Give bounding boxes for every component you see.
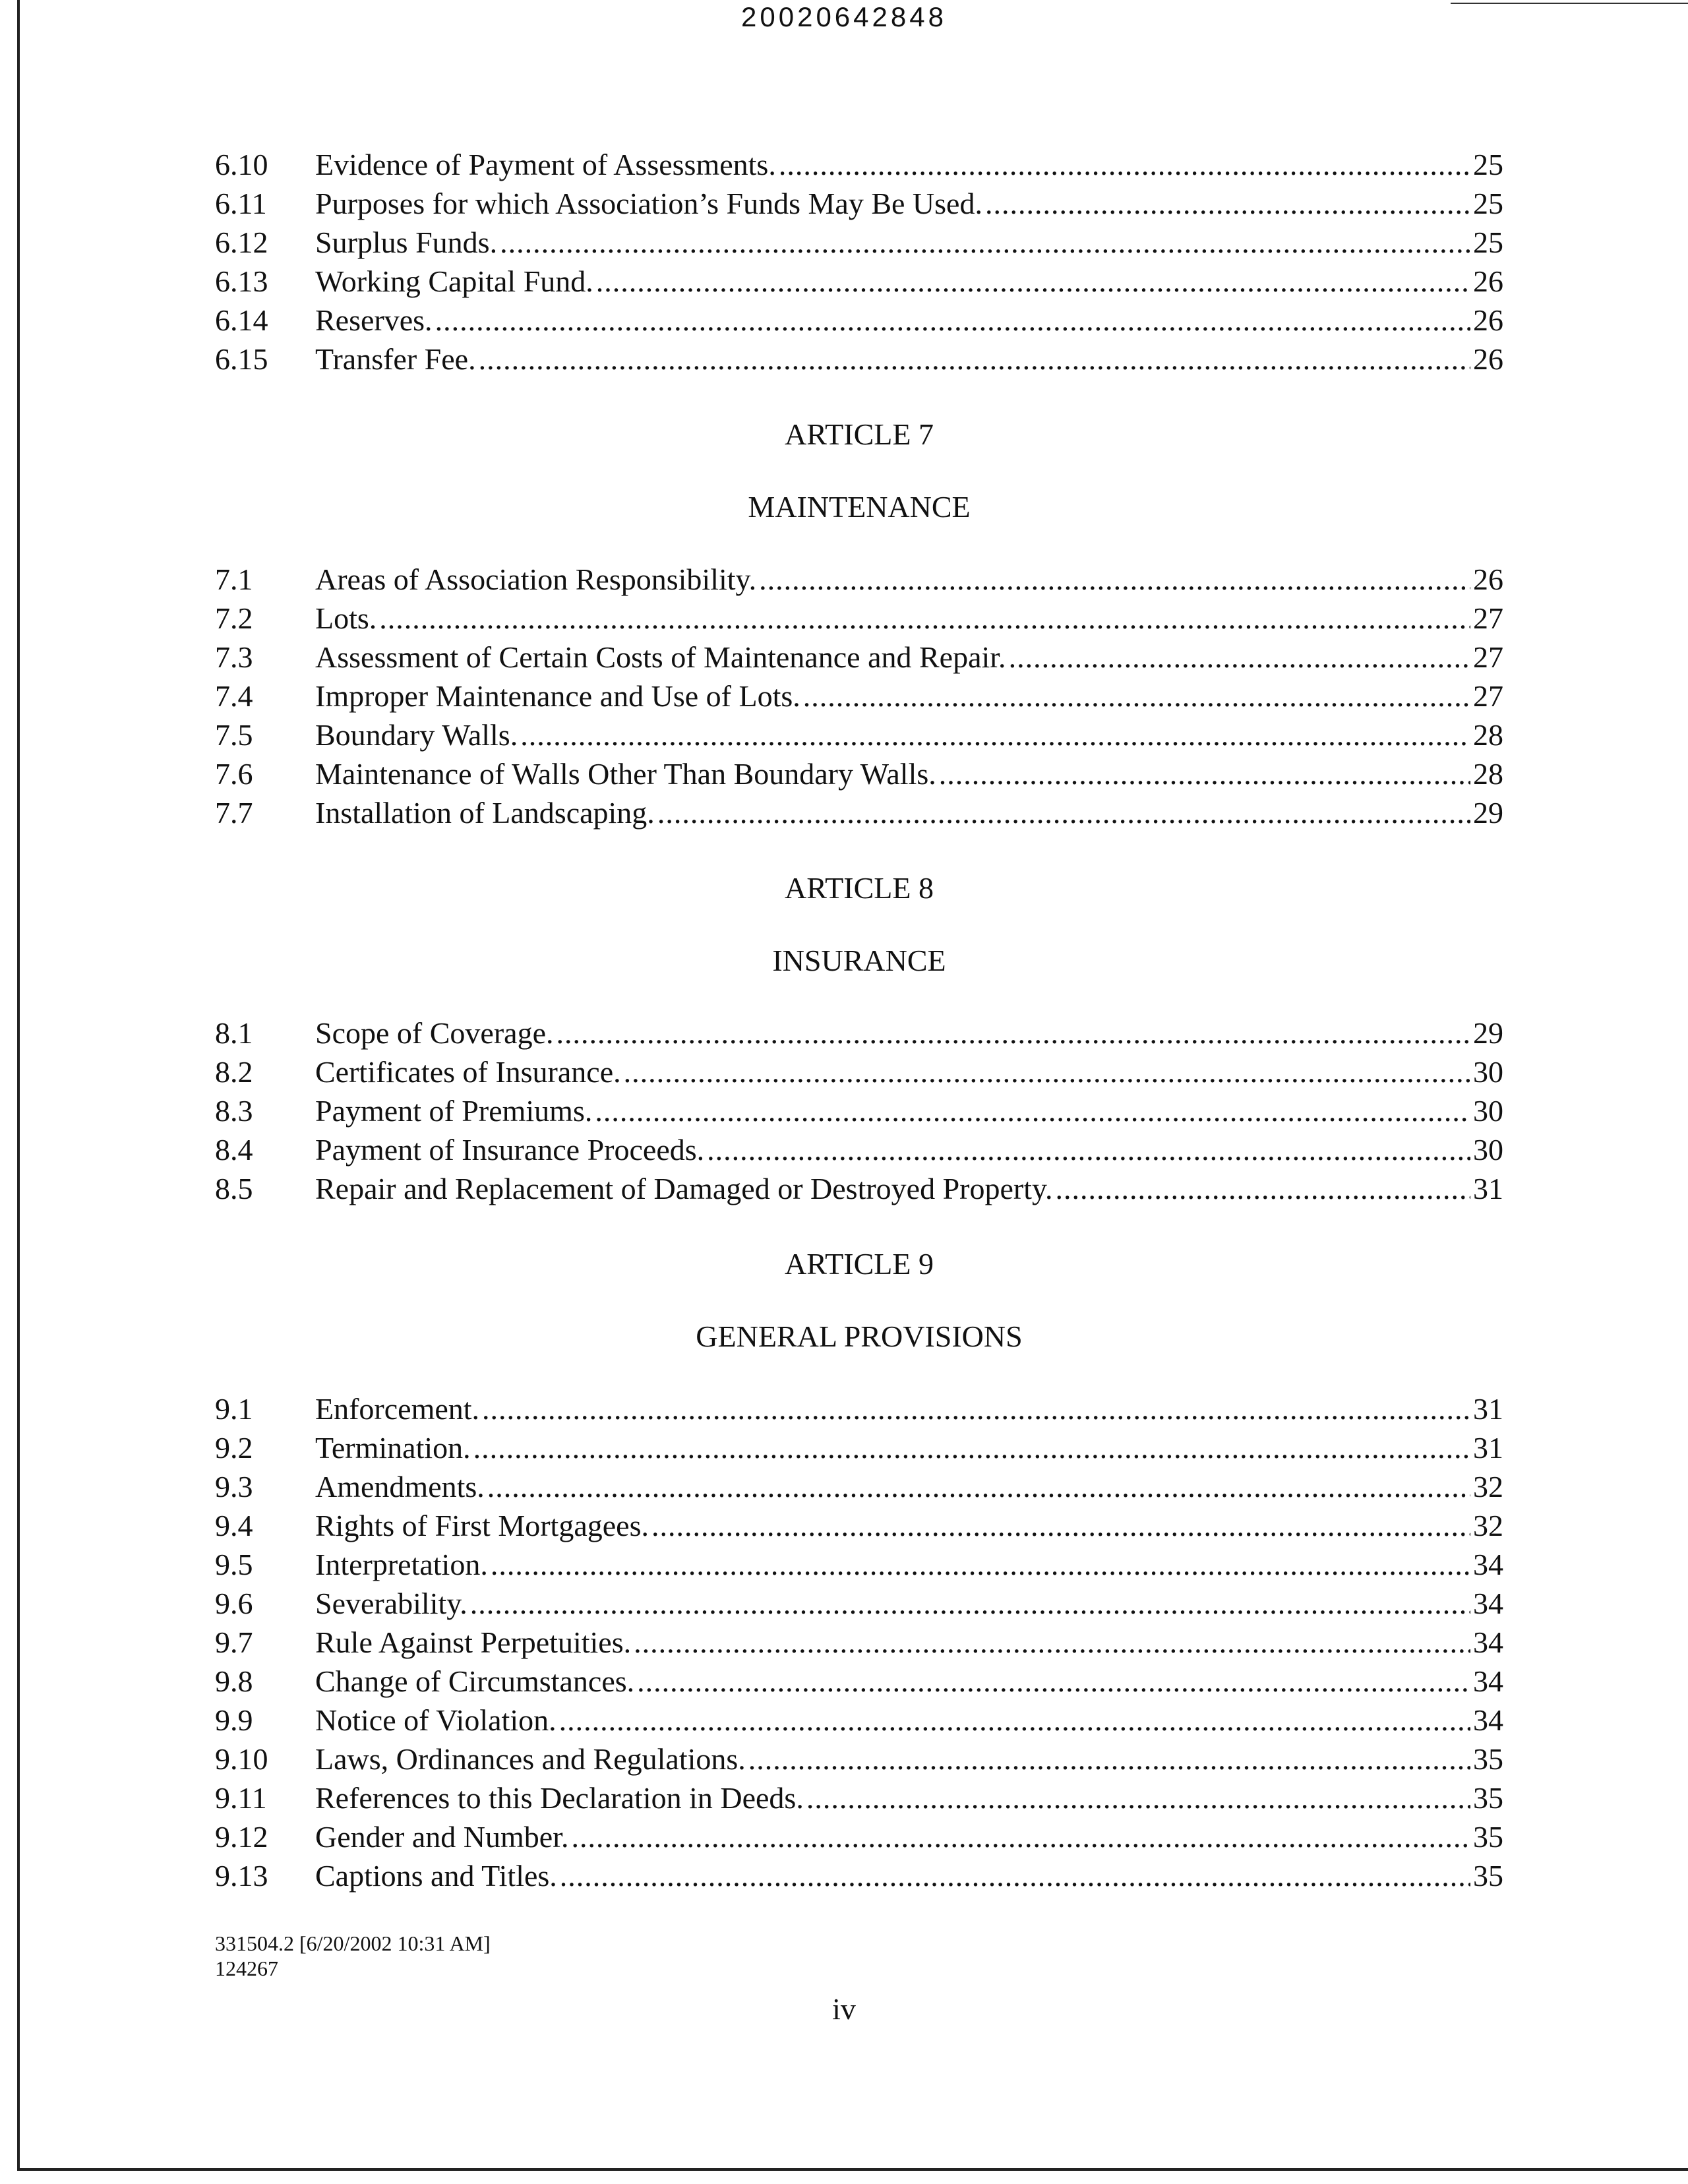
dot-leader: [748, 1740, 1470, 1778]
entry-title: Interpretation.: [315, 1548, 488, 1581]
dot-leader: [557, 1014, 1471, 1052]
entry-title: Working Capital Fund.: [315, 264, 593, 298]
entry-number: 9.3: [215, 1470, 253, 1503]
entry-page: 25: [1473, 226, 1503, 259]
entry-title: Transfer Fee.: [315, 342, 476, 376]
toc-entry[interactable]: [215, 1623, 1503, 1662]
entry-number: 6.12: [215, 226, 268, 259]
toc-entry[interactable]: [215, 1701, 1503, 1740]
entry-page: 34: [1473, 1548, 1503, 1581]
dot-leader: [559, 1701, 1470, 1740]
dot-leader: [985, 184, 1470, 223]
entry-page: 26: [1473, 562, 1503, 596]
article7-entries: [215, 560, 1503, 832]
entry-number: 7.4: [215, 679, 253, 713]
article-subheading: INSURANCE: [772, 944, 946, 977]
dot-leader: [560, 1856, 1470, 1895]
entry-number: 9.9: [215, 1703, 253, 1737]
toc-entry[interactable]: [215, 1506, 1503, 1545]
entry-number: 7.5: [215, 718, 253, 752]
toc-entry[interactable]: [215, 1428, 1503, 1467]
toc-entry[interactable]: [215, 793, 1503, 832]
entry-number: 8.5: [215, 1172, 253, 1205]
dot-leader: [803, 677, 1470, 715]
dot-leader: [520, 715, 1470, 754]
entry-title: Enforcement.: [315, 1392, 480, 1426]
entry-number: 9.7: [215, 1625, 253, 1659]
entry-title: Lots.: [315, 601, 377, 635]
dot-leader: [779, 145, 1470, 184]
toc-entry[interactable]: [215, 1091, 1503, 1130]
entry-number: 9.8: [215, 1664, 253, 1698]
toc-entry[interactable]: [215, 677, 1503, 715]
dot-leader: [657, 793, 1470, 832]
entry-number: 9.12: [215, 1820, 268, 1854]
entry-title: Payment of Insurance Proceeds.: [315, 1133, 705, 1167]
entry-page: 34: [1473, 1587, 1503, 1620]
entry-number: 6.10: [215, 148, 268, 181]
toc-entry[interactable]: [215, 715, 1503, 754]
document-code: [215, 1931, 491, 1981]
article-heading: ARTICLE 9: [785, 1247, 934, 1281]
entry-page: 30: [1473, 1094, 1503, 1128]
toc-entry[interactable]: [215, 1130, 1503, 1169]
entry-title: Laws, Ordinances and Regulations.: [315, 1742, 746, 1776]
article-heading: ARTICLE 8: [785, 871, 934, 905]
article-subheading: MAINTENANCE: [748, 490, 971, 524]
toc-entry[interactable]: [215, 1169, 1503, 1208]
toc-entry[interactable]: [215, 262, 1503, 301]
entry-title: Certificates of Insurance.: [315, 1055, 621, 1089]
toc-entry[interactable]: [215, 638, 1503, 677]
entry-page: 26: [1473, 342, 1503, 376]
dot-leader: [634, 1623, 1470, 1662]
toc-entry[interactable]: [215, 754, 1503, 793]
entry-number: 6.15: [215, 342, 268, 376]
entry-page: 25: [1473, 148, 1503, 181]
entry-page: 34: [1473, 1664, 1503, 1698]
entry-page: 35: [1473, 1781, 1503, 1815]
article-subheading: GENERAL PROVISIONS: [696, 1320, 1023, 1353]
toc-entry[interactable]: [215, 1584, 1503, 1623]
table-of-contents: [215, 145, 1503, 1895]
document-code-line2: 124267: [215, 1957, 278, 1980]
entry-title: Evidence of Payment of Assessments.: [315, 148, 776, 181]
document-number: 20020642848: [741, 1, 947, 32]
dot-leader: [479, 340, 1470, 379]
dot-leader: [1009, 638, 1470, 677]
entry-page: 35: [1473, 1742, 1503, 1776]
dot-leader: [939, 754, 1470, 793]
entry-title: Surplus Funds.: [315, 226, 498, 259]
toc-entry[interactable]: [215, 1545, 1503, 1584]
toc-entry[interactable]: [215, 1389, 1503, 1428]
entry-title: Scope of Coverage.: [315, 1016, 554, 1050]
entry-number: 9.6: [215, 1587, 253, 1620]
dot-leader: [379, 599, 1470, 638]
entry-title: Reserves.: [315, 303, 433, 337]
entry-number: 8.1: [215, 1016, 253, 1050]
toc-entry[interactable]: [215, 223, 1503, 262]
entry-title: Areas of Association Responsibility.: [315, 562, 757, 596]
entry-title: Payment of Premiums.: [315, 1094, 593, 1128]
dot-leader: [651, 1506, 1470, 1545]
entry-number: 8.2: [215, 1055, 253, 1089]
dot-leader: [572, 1817, 1471, 1856]
entry-number: 7.2: [215, 601, 253, 635]
dot-leader: [759, 560, 1470, 599]
entry-page: 29: [1473, 1016, 1503, 1050]
toc-entry[interactable]: [215, 340, 1503, 379]
entry-title: Gender and Number.: [315, 1820, 569, 1854]
entry-title: Purposes for which Association’s Funds May Be Used.: [315, 187, 982, 220]
dot-leader: [482, 1389, 1470, 1428]
entry-number: 7.1: [215, 562, 253, 596]
toc-entry[interactable]: [215, 1856, 1503, 1895]
entry-page: 27: [1473, 601, 1503, 635]
document-code-line1: 331504.2 [6/20/2002 10:31 AM]: [215, 1931, 491, 1955]
entry-number: 9.13: [215, 1859, 268, 1893]
dot-leader: [491, 1545, 1470, 1584]
entry-page: 28: [1473, 718, 1503, 752]
entry-page: 32: [1473, 1509, 1503, 1542]
toc-entry[interactable]: [215, 1014, 1503, 1052]
entry-number: 9.5: [215, 1548, 253, 1581]
entry-page: 27: [1473, 640, 1503, 674]
dot-leader: [637, 1662, 1470, 1701]
toc-entry[interactable]: [215, 1740, 1503, 1778]
entry-page: 29: [1473, 796, 1503, 830]
entry-title: Termination.: [315, 1431, 471, 1465]
toc-entry[interactable]: [215, 145, 1503, 184]
toc-entry[interactable]: [215, 184, 1503, 223]
entry-page: 28: [1473, 757, 1503, 791]
page-number: iv: [832, 1992, 856, 2026]
scan-bottom-border: [17, 2168, 1688, 2171]
toc-entry[interactable]: [215, 599, 1503, 638]
entry-title: Severability.: [315, 1587, 467, 1620]
entry-number: 9.4: [215, 1509, 253, 1542]
entry-title: Repair and Replacement of Damaged or Destroyed Property.: [315, 1172, 1053, 1205]
entry-page: 35: [1473, 1859, 1503, 1893]
entry-title: Captions and Titles.: [315, 1859, 557, 1893]
entry-title: Amendments.: [315, 1470, 485, 1503]
entry-title: Installation of Landscaping.: [315, 796, 655, 830]
entry-number: 6.14: [215, 303, 268, 337]
entry-number: 8.4: [215, 1133, 253, 1167]
entry-title: Change of Circumstances.: [315, 1664, 635, 1698]
entry-title: Maintenance of Walls Other Than Boundary Walls.: [315, 757, 936, 791]
dot-leader: [624, 1052, 1470, 1091]
entry-title: Boundary Walls.: [315, 718, 518, 752]
dot-leader: [596, 262, 1470, 301]
toc-entry[interactable]: [215, 560, 1503, 599]
toc-entry[interactable]: [215, 1662, 1503, 1701]
entry-page: 31: [1473, 1431, 1503, 1465]
dot-leader: [435, 301, 1470, 340]
entry-number: 8.3: [215, 1094, 253, 1128]
toc-entry[interactable]: [215, 1778, 1503, 1817]
entry-page: 34: [1473, 1625, 1503, 1659]
article8-entries: [215, 1014, 1503, 1208]
entry-page: 31: [1473, 1392, 1503, 1426]
dot-leader: [470, 1584, 1470, 1623]
entry-number: 6.11: [215, 187, 267, 220]
dot-leader: [806, 1778, 1470, 1817]
toc-entry[interactable]: [215, 301, 1503, 340]
entry-number: 6.13: [215, 264, 268, 298]
entry-page: 35: [1473, 1820, 1503, 1854]
entry-title: Improper Maintenance and Use of Lots.: [315, 679, 800, 713]
entry-page: 27: [1473, 679, 1503, 713]
entry-title: Rights of First Mortgagees.: [315, 1509, 649, 1542]
entry-title: Rule Against Perpetuities.: [315, 1625, 632, 1659]
article9-entries: [215, 1389, 1503, 1895]
entry-number: 7.6: [215, 757, 253, 791]
entry-title: Assessment of Certain Costs of Maintenance and Repair.: [315, 640, 1006, 674]
entry-page: 30: [1473, 1133, 1503, 1167]
dot-leader: [1056, 1169, 1470, 1208]
entry-number: 7.7: [215, 796, 253, 830]
dot-leader: [487, 1467, 1470, 1506]
entry-title: References to this Declaration in Deeds.: [315, 1781, 804, 1815]
toc-entry[interactable]: [215, 1817, 1503, 1856]
section6-entries: [215, 145, 1503, 379]
entry-number: 9.11: [215, 1781, 267, 1815]
entry-page: 25: [1473, 187, 1503, 220]
dot-leader: [473, 1428, 1470, 1467]
entry-page: 31: [1473, 1172, 1503, 1205]
entry-number: 9.1: [215, 1392, 253, 1426]
entry-title: Notice of Violation.: [315, 1703, 557, 1737]
entry-number: 7.3: [215, 640, 253, 674]
toc-entry[interactable]: [215, 1467, 1503, 1506]
article-heading: ARTICLE 7: [785, 417, 934, 451]
entry-page: 32: [1473, 1470, 1503, 1503]
entry-page: 26: [1473, 303, 1503, 337]
entry-number: 9.10: [215, 1742, 268, 1776]
toc-entry[interactable]: [215, 1052, 1503, 1091]
entry-page: 26: [1473, 264, 1503, 298]
dot-leader: [707, 1130, 1470, 1169]
entry-page: 30: [1473, 1055, 1503, 1089]
dot-leader: [595, 1091, 1470, 1130]
entry-number: 9.2: [215, 1431, 253, 1465]
entry-page: 34: [1473, 1703, 1503, 1737]
dot-leader: [500, 223, 1470, 262]
scan-left-border: [17, 0, 20, 2169]
